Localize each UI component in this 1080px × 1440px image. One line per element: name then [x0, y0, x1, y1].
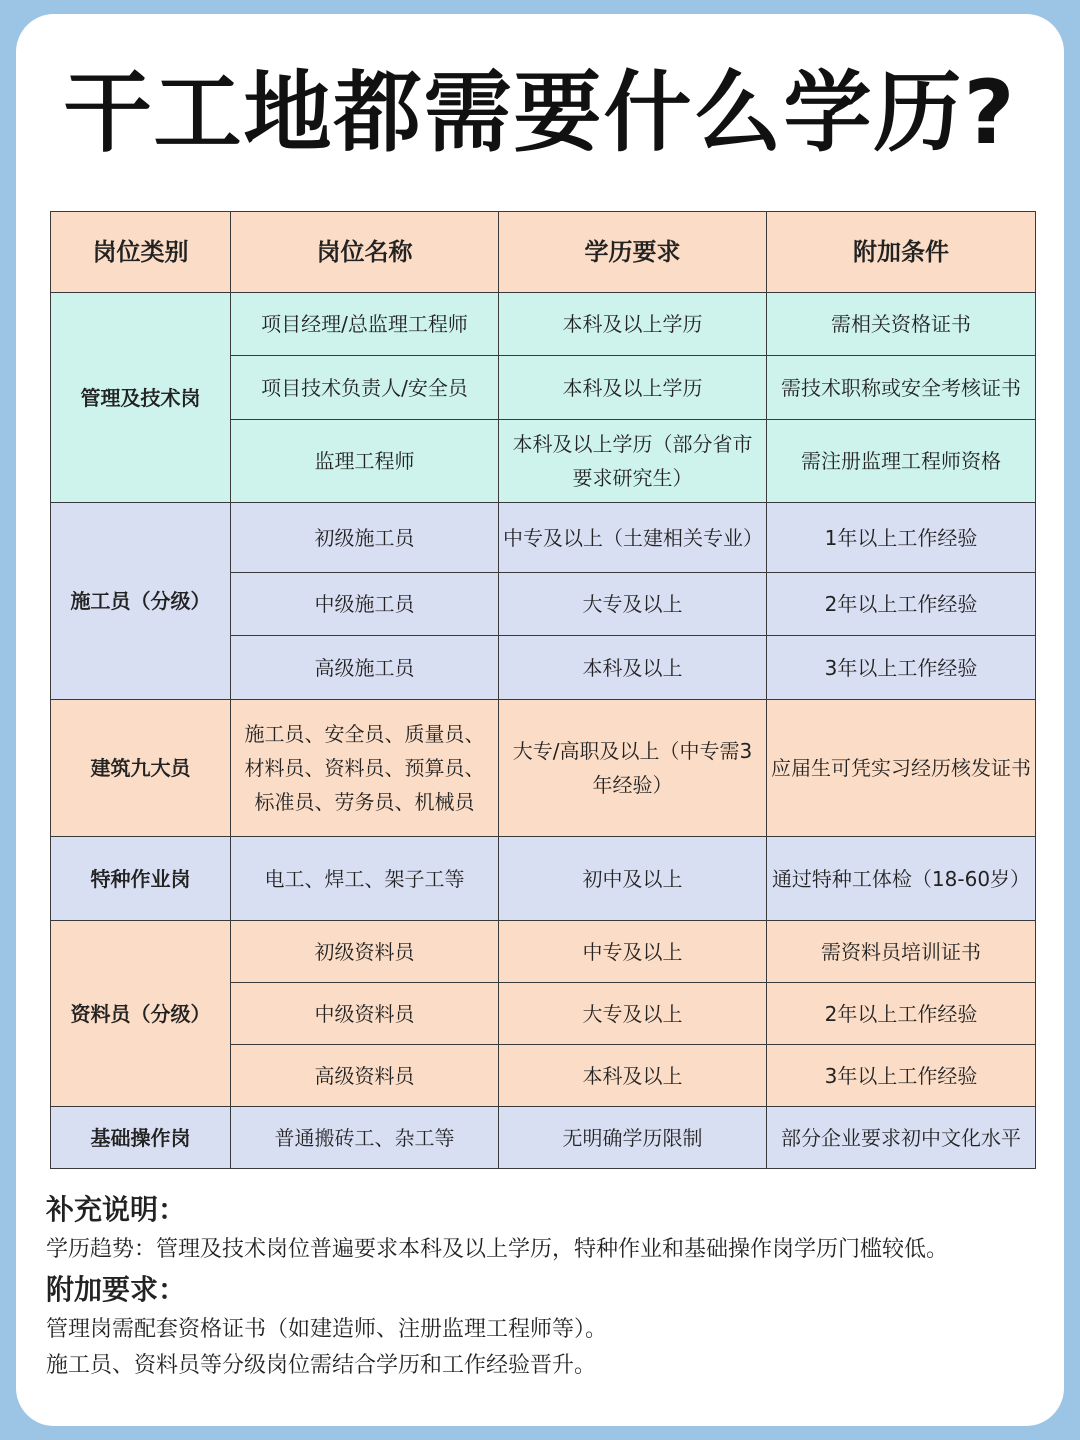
education-cell: 本科及以上 [499, 1045, 767, 1107]
education-cell: 大专/高职及以上（中专需3年经验） [499, 700, 767, 837]
table-row [51, 921, 1036, 983]
position-cell: 监理工程师 [231, 420, 499, 503]
position-cell: 初级施工员 [231, 503, 499, 573]
table-row [51, 1107, 1036, 1169]
condition-cell: 需资料员培训证书 [767, 921, 1036, 983]
supplement-heading: 补充说明： [46, 1193, 187, 1226]
table-row [51, 700, 1036, 837]
condition-cell: 2年以上工作经验 [767, 573, 1036, 636]
condition-cell: 需相关资格证书 [767, 293, 1036, 356]
education-cell: 无明确学历限制 [499, 1107, 767, 1169]
category-cell: 基础操作岗 [51, 1107, 231, 1169]
position-cell: 项目经理/总监理工程师 [231, 293, 499, 356]
extra-heading: 附加要求： [46, 1273, 187, 1306]
condition-cell: 应届生可凭实习经历核发证书 [767, 700, 1036, 837]
condition-cell: 需注册监理工程师资格 [767, 420, 1036, 503]
extra-text-1: 管理岗需配套资格证书（如建造师、注册监理工程师等）。 [46, 1317, 608, 1342]
table-row [51, 503, 1036, 573]
notes-section [46, 1188, 1036, 1384]
education-cell: 大专及以上 [499, 573, 767, 636]
condition-cell: 2年以上工作经验 [767, 983, 1036, 1045]
category-cell: 施工员（分级） [51, 503, 231, 700]
header-position: 岗位名称 [231, 212, 499, 293]
header-category: 岗位类别 [51, 212, 231, 293]
condition-cell: 3年以上工作经验 [767, 1045, 1036, 1107]
education-cell: 初中及以上 [499, 837, 767, 921]
condition-cell: 部分企业要求初中文化水平 [767, 1107, 1036, 1169]
category-cell: 管理及技术岗 [51, 293, 231, 503]
position-cell: 项目技术负责人/安全员 [231, 356, 499, 420]
header-conditions: 附加条件 [767, 212, 1036, 293]
education-cell: 本科及以上学历 [499, 293, 767, 356]
page-title: 干工地都需要什么学历? [63, 61, 1017, 164]
extra-text-2: 施工员、资料员等分级岗位需结合学历和工作经验晋升。 [46, 1353, 597, 1378]
position-cell: 初级资料员 [231, 921, 499, 983]
education-cell: 本科及以上学历 [499, 356, 767, 420]
education-cell: 中专及以上 [499, 921, 767, 983]
category-cell: 建筑九大员 [51, 700, 231, 837]
education-cell: 本科及以上学历（部分省市要求研究生） [499, 420, 767, 503]
table-row [51, 837, 1036, 921]
position-cell: 高级施工员 [231, 636, 499, 700]
position-cell: 中级资料员 [231, 983, 499, 1045]
education-table [50, 211, 1036, 1169]
education-cell: 大专及以上 [499, 983, 767, 1045]
condition-cell: 3年以上工作经验 [767, 636, 1036, 700]
position-cell: 施工员、安全员、质量员、材料员、资料员、预算员、标准员、劳务员、机械员 [231, 700, 499, 837]
education-cell: 本科及以上 [499, 636, 767, 700]
condition-cell: 1年以上工作经验 [767, 503, 1036, 573]
position-cell: 电工、焊工、架子工等 [231, 837, 499, 921]
position-cell: 高级资料员 [231, 1045, 499, 1107]
condition-cell: 需技术职称或安全考核证书 [767, 356, 1036, 420]
category-cell: 特种作业岗 [51, 837, 231, 921]
table-row [51, 293, 1036, 356]
trend-text: 学历趋势：管理及技术岗位普遍要求本科及以上学历，特种作业和基础操作岗学历门槛较低。 [46, 1237, 949, 1262]
position-cell: 普通搬砖工、杂工等 [231, 1107, 499, 1169]
education-cell: 中专及以上（土建相关专业） [499, 503, 767, 573]
header-education: 学历要求 [499, 212, 767, 293]
condition-cell: 通过特种工体检（18-60岁） [767, 837, 1036, 921]
position-cell: 中级施工员 [231, 573, 499, 636]
table-header-row [51, 212, 1036, 293]
category-cell: 资料员（分级） [51, 921, 231, 1107]
